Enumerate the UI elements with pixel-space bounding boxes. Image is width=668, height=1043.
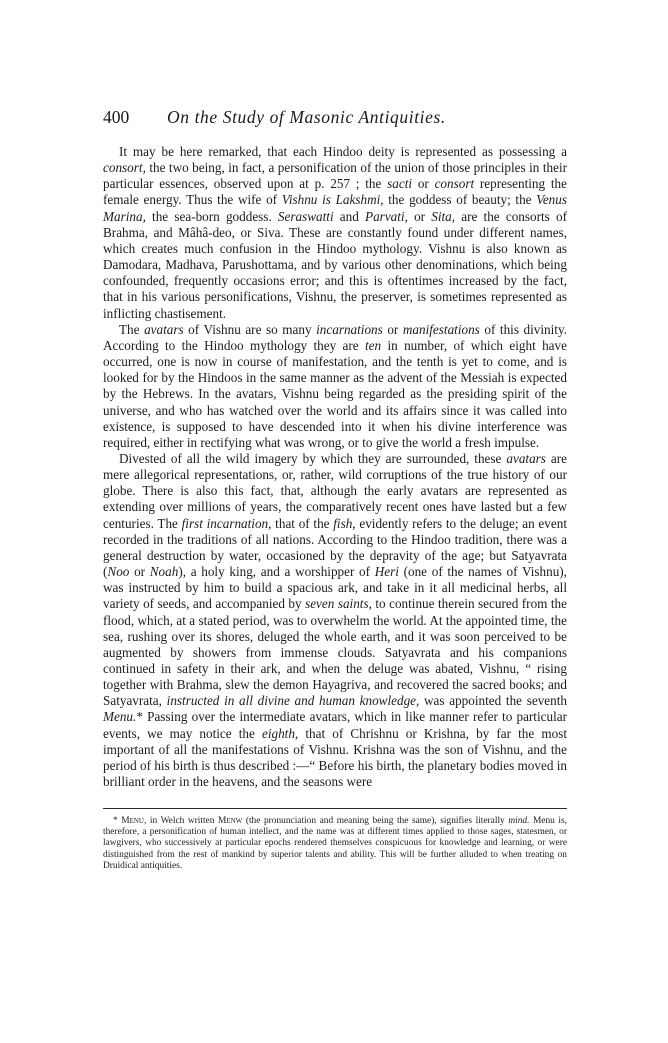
text-run: It may be here remarked, that each Hindoo deity is represented as possessing a	[119, 144, 567, 159]
italic-text: ten	[364, 337, 382, 353]
italic-text: avatars	[144, 321, 184, 337]
text-run: are mere allegorical representations, or, rather, wild corruptions of the true history of our globe. There is also this fact, that, although the early avatars are represented as extending over millions of years, the comparatively recent ones have lasted but a few centuries. The	[103, 450, 568, 531]
italic-text: Sita,	[431, 208, 456, 224]
italic-text: consort,	[103, 160, 146, 176]
italic-text: mind.	[508, 816, 530, 827]
text-run: or	[412, 176, 435, 192]
italic-text: instructed in all divine and human knowledge,	[166, 693, 420, 709]
text-run: Menu is, therefore, a personification of human intellect, and the name was at different times applied to those sages, statesmen, or lawgivers, who successively at particular epochs rendered themselves conspicuous for knowledge and learning, or were distinguished from the rest of mankind by superior talents and ability. This will be further alluded to when treating on Druidical antiquities.	[103, 816, 568, 871]
text-run: the goddess of beauty; the	[383, 192, 537, 208]
body-text	[103, 144, 567, 790]
paragraph	[103, 322, 567, 451]
text-run: Divested of all the wild imagery by which they are surrounded, these	[119, 450, 507, 466]
text-run: to continue therein secured from the flood, which, at a stated period, was to overwhelm the world. At the appointed time, the sea, rushing over its shores, deluged the whole earth, and it was soon perceived to be augmented by showers from immense clouds. Satyavrata and his companions continued in safety in their ark, and when the deluge was abated, Vishnu, “ rising together with Brahma, slew the demon Hayagriva, and recovered the sacred books; and Satyavrata,	[103, 596, 568, 709]
text-run: of Vishnu are so many	[183, 321, 317, 337]
italic-text: Seraswatti	[277, 208, 334, 224]
footnote	[103, 816, 567, 871]
text-run: (one of the names of Vishnu), was instructed by him to build a spacious ark, and take in it all medicinal herbs, all variety of seeds, and accompanied by	[103, 564, 567, 612]
italic-text: manifestations	[402, 321, 480, 337]
italic-text: Noah	[149, 564, 179, 580]
paragraph	[103, 451, 567, 790]
text-run: evidently refers to the deluge; an event recorded in the traditions of all nations. According to the Hindoo tradition, there was a general destruction by water, occasioned by the depravity of the age; but Satyavrata (	[103, 515, 567, 580]
italic-text: Parvati,	[365, 208, 408, 224]
text-run: in number, of which eight have occurred, one is now in course of manifestation, and the tenth is yet to come, and is looked for by the Hindoos in the same manner as the advent of the Messiah is expected by the Hebrews. In the avatars, Vishnu being regarded as the presiding spirit of the universe, and who has watched over the world and its affairs since it was called into existence, is supposed to have descended into it when his divine interference was required, either in rectifying what was wrong, or to give the world a fresh impulse.	[103, 337, 567, 450]
text-run: (the pronunciation and meaning being the same), signifies literally	[242, 816, 509, 827]
text-run: or	[382, 321, 403, 337]
text-run: was appointed the seventh	[419, 693, 567, 709]
italic-text: sacti	[387, 176, 413, 192]
text-run: The	[119, 321, 145, 337]
running-head	[103, 106, 567, 130]
italic-text: Noo	[107, 564, 130, 580]
text-run: the two being, in fact, a personification of the union of those principles in their particular essences, observed upon at p. 257 ; the	[103, 160, 567, 192]
italic-text: incarnations	[316, 321, 383, 337]
paragraph	[103, 144, 567, 322]
italic-text: Menu.	[103, 709, 137, 725]
text-run: and	[333, 208, 366, 224]
page-number: 400	[103, 107, 130, 127]
text-run: or	[407, 208, 432, 224]
text-run: that of Chrishnu or Krishna, by far the most important of all the manifestations of Vishnu. Krishna was the son of Vishnu, and the period of his birth is thus described :—“ Before his birth, the planetary bodies moved in brilliant order in the heavens, and the seasons were	[103, 725, 567, 790]
text-run: that of the	[271, 515, 334, 531]
footnote-divider	[103, 808, 567, 809]
text-run: * Passing over the intermediate avatars, which in like manner refer to particular events, we may notice the	[103, 709, 567, 741]
text-run: representing the female energy. Thus the wife of	[103, 176, 567, 208]
text-run: the sea-born goddess.	[145, 208, 278, 224]
italic-text: consort	[434, 176, 475, 192]
text-run: or	[129, 564, 150, 580]
italic-text: avatars	[506, 450, 546, 466]
text-run: ), a holy king, and a worshipper of	[178, 564, 375, 580]
italic-text: Vishnu is Lakshmi,	[281, 192, 384, 208]
text-run: in Welch written	[146, 816, 218, 827]
running-title: On the Study of Masonic Antiquities.	[167, 107, 446, 127]
italic-text: Heri	[374, 564, 399, 580]
italic-text: Venus Marina,	[103, 192, 567, 224]
small-caps-text: Menw	[217, 816, 243, 827]
text-run: of this divinity. According to the Hindoo mythology they are	[103, 321, 567, 353]
text-run: are the consorts of Brahma, and Mâhâ-deo, or Siva. These are constantly found under different names, which creates much confusion in the Hindoo mythology. Vishnu is also known as Damodara, Madhava, Parushottama, and by various other denominations, which being confounded, frequently occasions error; and this is oftentimes increased by the fact, that in his various personifications, Vishnu, the preserver, is sometimes represented as inflicting chastisement.	[103, 208, 567, 321]
small-caps-text: * Menu,	[113, 816, 147, 827]
italic-text: first incarnation,	[181, 515, 272, 531]
book-page	[103, 106, 567, 872]
italic-text: fish,	[333, 515, 356, 531]
italic-text: eighth,	[261, 725, 299, 741]
italic-text: seven saints,	[305, 596, 372, 612]
